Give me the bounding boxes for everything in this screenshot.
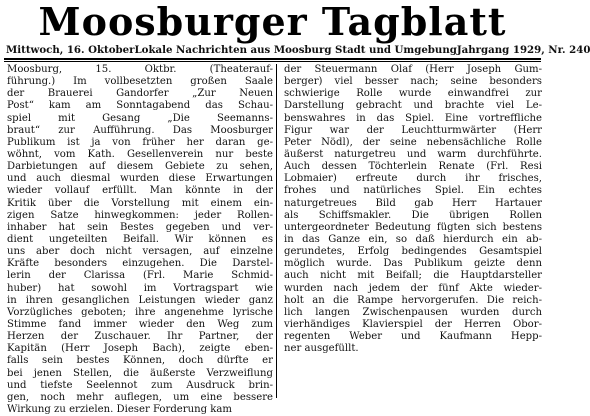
article-line: Kräfte besonders einzugehen. Die Darstel- <box>7 258 273 270</box>
article-line: zigen Satze hinwegkommen: jeder Rollen- <box>7 209 273 221</box>
article-line: braut“ zur Aufführung. Das Moosburger <box>7 124 273 136</box>
article-line: möglich wurde. Das Publikum geizte denn <box>284 258 542 270</box>
article-line: wieder vollauf erfüllt. Man könnte in der <box>7 185 273 197</box>
article-line: äußerst naturgetreu und warm durchführte. <box>284 148 542 160</box>
article-line: falls sein bestes Können, doch dürfte er <box>7 355 273 367</box>
article-line: in das Ganze ein, so daß hierdurch ein ab- <box>284 233 542 245</box>
article-line: Figur war der Leuchtturmwärter (Herr <box>284 124 542 136</box>
article-line: Publikum ist ja von früher her daran ge- <box>7 136 273 148</box>
header-rule-thick <box>4 58 541 60</box>
article-line: untergeordneter Bedeutung fügten sich bestens <box>284 221 542 233</box>
masthead-title: Moosburger Tagblatt <box>38 0 507 44</box>
article-line: lerin der Clarissa (Frl. Marie Schmid- <box>7 270 273 282</box>
article-line: benswahres in das Spiel. Eine vortreffliche <box>284 112 542 124</box>
article-line: Auch dessen Töchterlein Renate (Frl. Resi <box>284 161 542 173</box>
article-line: und tiefste Seelennot zum Ausdruck brin- <box>7 379 273 391</box>
article-line: als Schiffsmakler. Die übrigen Rollen <box>284 209 542 221</box>
article-line: Wirkung zu erzielen. Dieser Forderung kam <box>7 403 232 415</box>
article-line: führung.) Im vollbesetzten großen Saale <box>7 76 273 88</box>
article-line: holt an die Rampe hervorgerufen. Die reich- <box>284 294 542 306</box>
article-line: berger) viel besser nach; seine besonders <box>284 76 542 88</box>
article-line: Moosburg, 15. Oktbr. (Theaterauf- <box>7 64 273 75</box>
article-line: Darstellung gebracht und brachte viel Le- <box>284 100 542 112</box>
article-line: Post“ kam am Sonntagabend das Schau- <box>7 100 273 112</box>
dateline-section: Lokale Nachrichten aus Moosburg Stadt und Umgebung <box>134 44 457 56</box>
article-line: und auch diesmal wurden diese Erwartungen <box>7 173 273 185</box>
article-line: Darbietungen auf diesem Gebiete zu sehen, <box>7 161 273 173</box>
article-column-left <box>7 64 273 415</box>
article-line: in ihren gesanglichen Leistungen wieder ganz <box>7 294 273 306</box>
article-line: schwierige Rolle wurde einwandfrei zur <box>284 88 542 100</box>
article-line: dient ungeteilten Beifall. Wir können es <box>7 233 273 245</box>
article-line: der Steuermann Olaf (Herr Joseph Gum- <box>284 64 542 75</box>
article-line: auch nicht mit Beifall; die Hauptdarsteller <box>284 270 542 282</box>
article-line: naturgetreues Bild gab Herr Hartauer <box>284 197 542 209</box>
article-line: Vorzügliches geboten; ihre angenehme lyrische <box>7 306 273 318</box>
article-line: Herzen der Zuschauer. Ihr Partner, der <box>7 331 273 343</box>
article-line: Lobmaier) erfreute durch ihr frisches, <box>284 173 542 185</box>
column-divider <box>276 64 277 398</box>
article-line: der Brauerei Gandorfer „Zur Neuen <box>7 88 273 100</box>
article-line: wurden nach jedem der fünf Akte wieder- <box>284 282 542 294</box>
article-column-right <box>284 64 542 398</box>
article-line: huber) hat sowohl im Vortragspart wie <box>7 282 273 294</box>
article-line: regenten Weber und Kaufmann Hepp- <box>284 331 542 343</box>
dateline-date: Mittwoch, 16. Oktober <box>6 44 135 56</box>
article-line: uns aber doch nicht versagen, auf einzelne <box>7 246 273 258</box>
article-line: Peter Nödl), der seine nebensächliche Rolle <box>284 136 542 148</box>
article-line: wöhnt, vom Kath. Gesellenverein nur beste <box>7 148 273 160</box>
article-line: gen, noch mehr auflegen, um eine bessere <box>7 391 273 403</box>
article-line: Kapitän (Herr Joseph Bach), zeigte eben- <box>7 343 273 355</box>
article-line: spiel mit Gesang „Die Seemanns- <box>7 112 273 124</box>
article-line: vierhändiges Klavierspiel der Herren Obor- <box>284 318 542 330</box>
article-line: bei jenen Stellen, die äußerste Verzweiflung <box>7 367 273 379</box>
article-line: ner ausgefüllt. <box>284 343 359 355</box>
dateline-issue: Jahrgang 1929, Nr. 240 <box>456 44 590 56</box>
article-line: Kritik über die Vorstellung mit einem ein- <box>7 197 273 209</box>
article-line: frohes und natürliches Spiel. Ein echtes <box>284 185 542 197</box>
dateline <box>6 43 590 57</box>
article-line: gerundetes, Erfolg bedingendes Gesamtspiel <box>284 246 542 258</box>
header-rule-thin <box>4 61 541 62</box>
article-line: Stimme fand immer wieder den Weg zum <box>7 318 273 330</box>
article-line: lich langen Zwischenpausen wurden durch <box>284 306 542 318</box>
article-line: inhaber hat sein Bestes gegeben und ver- <box>7 221 273 233</box>
